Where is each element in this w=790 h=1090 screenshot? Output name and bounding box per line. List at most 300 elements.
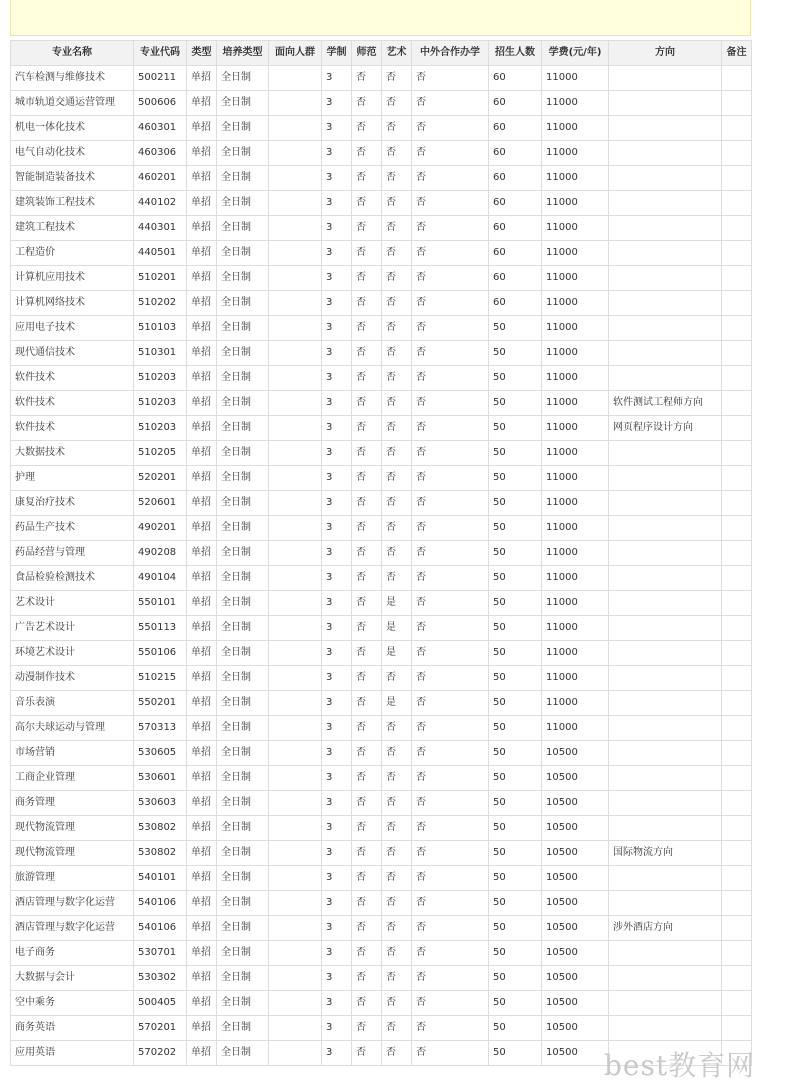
table-cell: [609, 241, 722, 266]
table-cell: 全日制: [217, 66, 269, 91]
table-body: [11, 66, 752, 1066]
table-cell: 全日制: [217, 391, 269, 416]
table-cell: 50: [489, 1016, 542, 1041]
table-cell: [609, 766, 722, 791]
table-cell: [269, 291, 322, 316]
table-cell: 3: [322, 441, 352, 466]
table-cell: 单招: [187, 566, 217, 591]
table-cell: 3: [322, 1016, 352, 1041]
table-cell: 否: [412, 116, 489, 141]
table-cell: 530603: [134, 791, 187, 816]
table-cell: 商务英语: [11, 1016, 134, 1041]
table-cell: 否: [352, 191, 382, 216]
table-cell: [722, 541, 752, 566]
table-cell: 60: [489, 241, 542, 266]
table-cell: 10500: [542, 1016, 609, 1041]
table-cell: [722, 841, 752, 866]
column-header: 培养类型: [217, 41, 269, 66]
table-cell: [609, 891, 722, 916]
table-cell: 11000: [542, 691, 609, 716]
table-cell: 广告艺术设计: [11, 616, 134, 641]
table-row: [11, 191, 752, 216]
table-cell: 60: [489, 216, 542, 241]
table-row: [11, 466, 752, 491]
table-cell: 否: [352, 816, 382, 841]
table-cell: 否: [352, 616, 382, 641]
table-cell: 否: [382, 416, 412, 441]
table-cell: 否: [352, 1041, 382, 1066]
table-row: [11, 866, 752, 891]
table-cell: 建筑工程技术: [11, 216, 134, 241]
table-cell: [609, 616, 722, 641]
table-cell: 11000: [542, 566, 609, 591]
table-cell: 否: [412, 1016, 489, 1041]
table-cell: 3: [322, 691, 352, 716]
table-cell: 否: [352, 491, 382, 516]
table-cell: 550106: [134, 641, 187, 666]
table-cell: 50: [489, 466, 542, 491]
table-cell: 50: [489, 691, 542, 716]
table-cell: 3: [322, 516, 352, 541]
table-cell: 药品生产技术: [11, 516, 134, 541]
table-cell: 市场营销: [11, 741, 134, 766]
table-cell: [269, 791, 322, 816]
table-cell: [269, 716, 322, 741]
table-cell: 音乐表演: [11, 691, 134, 716]
table-cell: 电气自动化技术: [11, 141, 134, 166]
table-cell: 500405: [134, 991, 187, 1016]
table-cell: 3: [322, 1041, 352, 1066]
table-cell: 50: [489, 391, 542, 416]
table-cell: [722, 91, 752, 116]
table-cell: [269, 666, 322, 691]
table-cell: 单招: [187, 141, 217, 166]
table-cell: 软件测试工程师方向: [609, 391, 722, 416]
table-cell: 530802: [134, 816, 187, 841]
table-cell: 否: [352, 1016, 382, 1041]
table-cell: 550113: [134, 616, 187, 641]
table-cell: 3: [322, 341, 352, 366]
table-row: [11, 91, 752, 116]
table-cell: 60: [489, 141, 542, 166]
table-cell: 否: [412, 266, 489, 291]
table-cell: 是: [382, 641, 412, 666]
table-cell: [609, 316, 722, 341]
table-cell: 全日制: [217, 791, 269, 816]
table-cell: 10500: [542, 891, 609, 916]
table-cell: [609, 991, 722, 1016]
table-cell: 全日制: [217, 716, 269, 741]
table-cell: [609, 816, 722, 841]
table-cell: 否: [352, 91, 382, 116]
table-cell: 3: [322, 891, 352, 916]
table-cell: 11000: [542, 391, 609, 416]
table-row: [11, 541, 752, 566]
table-cell: [722, 266, 752, 291]
table-cell: 否: [382, 841, 412, 866]
table-cell: [609, 741, 722, 766]
table-cell: 50: [489, 441, 542, 466]
table-cell: 否: [352, 741, 382, 766]
table-cell: 汽车检测与维修技术: [11, 66, 134, 91]
table-cell: 60: [489, 266, 542, 291]
table-row: [11, 241, 752, 266]
table-cell: 软件技术: [11, 416, 134, 441]
table-cell: 60: [489, 191, 542, 216]
table-cell: 全日制: [217, 841, 269, 866]
table-cell: 540101: [134, 866, 187, 891]
table-cell: 否: [382, 266, 412, 291]
table-cell: 单招: [187, 591, 217, 616]
table-cell: 11000: [542, 466, 609, 491]
table-cell: 城市轨道交通运营管理: [11, 91, 134, 116]
table-cell: 单招: [187, 891, 217, 916]
table-cell: [609, 166, 722, 191]
table-cell: 否: [412, 866, 489, 891]
column-header: 方向: [609, 41, 722, 66]
table-cell: 大数据与会计: [11, 966, 134, 991]
table-header-row: [11, 41, 752, 66]
table-cell: 50: [489, 716, 542, 741]
table-cell: 50: [489, 491, 542, 516]
table-cell: 全日制: [217, 666, 269, 691]
table-cell: 510202: [134, 291, 187, 316]
table-cell: 11000: [542, 291, 609, 316]
table-cell: 570202: [134, 1041, 187, 1066]
table-cell: [609, 1016, 722, 1041]
table-cell: 否: [352, 716, 382, 741]
table-cell: 570201: [134, 1016, 187, 1041]
table-cell: 3: [322, 91, 352, 116]
table-cell: [269, 941, 322, 966]
table-cell: 智能制造装备技术: [11, 166, 134, 191]
table-cell: 全日制: [217, 891, 269, 916]
table-cell: [269, 541, 322, 566]
table-cell: 全日制: [217, 216, 269, 241]
table-cell: 50: [489, 566, 542, 591]
table-cell: 否: [352, 166, 382, 191]
table-cell: 否: [352, 466, 382, 491]
table-cell: 全日制: [217, 166, 269, 191]
table-row: [11, 1016, 752, 1041]
table-cell: 是: [382, 616, 412, 641]
table-cell: 530802: [134, 841, 187, 866]
table-cell: 11000: [542, 66, 609, 91]
table-cell: 单招: [187, 1041, 217, 1066]
table-cell: [722, 316, 752, 341]
table-cell: 530605: [134, 741, 187, 766]
table-cell: [269, 816, 322, 841]
table-cell: 否: [412, 191, 489, 216]
table-cell: [609, 491, 722, 516]
table-cell: 是: [382, 691, 412, 716]
table-cell: [722, 116, 752, 141]
table-cell: [269, 516, 322, 541]
table-cell: 否: [352, 66, 382, 91]
table-cell: [269, 491, 322, 516]
table-cell: 否: [412, 741, 489, 766]
table-cell: 单招: [187, 191, 217, 216]
table-row: [11, 691, 752, 716]
table-cell: 50: [489, 841, 542, 866]
table-cell: 否: [412, 766, 489, 791]
table-cell: 否: [382, 66, 412, 91]
table-cell: 否: [412, 541, 489, 566]
table-cell: 否: [382, 516, 412, 541]
table-cell: 510203: [134, 416, 187, 441]
table-row: [11, 316, 752, 341]
table-cell: [269, 216, 322, 241]
table-cell: 全日制: [217, 366, 269, 391]
table-cell: 否: [382, 741, 412, 766]
table-cell: [722, 916, 752, 941]
table-cell: [269, 891, 322, 916]
table-cell: 3: [322, 366, 352, 391]
table-cell: 60: [489, 116, 542, 141]
table-cell: 11000: [542, 591, 609, 616]
table-cell: 否: [382, 541, 412, 566]
table-cell: 60: [489, 166, 542, 191]
table-cell: 否: [352, 916, 382, 941]
table-cell: 大数据技术: [11, 441, 134, 466]
table-cell: 510103: [134, 316, 187, 341]
table-cell: 网页程序设计方向: [609, 416, 722, 441]
table-cell: [269, 441, 322, 466]
table-cell: [722, 591, 752, 616]
table-cell: 10500: [542, 866, 609, 891]
table-cell: 单招: [187, 916, 217, 941]
table-cell: 现代通信技术: [11, 341, 134, 366]
table-cell: 酒店管理与数字化运营: [11, 916, 134, 941]
table-cell: 单招: [187, 641, 217, 666]
table-cell: 否: [352, 666, 382, 691]
table-cell: 单招: [187, 441, 217, 466]
table-cell: 否: [352, 766, 382, 791]
table-cell: [269, 266, 322, 291]
table-cell: 药品经营与管理: [11, 541, 134, 566]
table-cell: 环境艺术设计: [11, 641, 134, 666]
table-cell: [269, 616, 322, 641]
table-cell: 全日制: [217, 1016, 269, 1041]
table-cell: 50: [489, 666, 542, 691]
table-cell: 单招: [187, 1016, 217, 1041]
table-cell: 全日制: [217, 341, 269, 366]
table-cell: 3: [322, 566, 352, 591]
table-row: [11, 166, 752, 191]
table-cell: 否: [412, 716, 489, 741]
table-cell: [609, 216, 722, 241]
table-row: [11, 791, 752, 816]
table-cell: 否: [352, 266, 382, 291]
table-cell: 单招: [187, 216, 217, 241]
table-cell: 全日制: [217, 266, 269, 291]
table-row: [11, 641, 752, 666]
table-cell: 全日制: [217, 616, 269, 641]
table-cell: 3: [322, 941, 352, 966]
table-cell: 计算机应用技术: [11, 266, 134, 291]
table-cell: [722, 741, 752, 766]
table-cell: 否: [412, 441, 489, 466]
table-cell: 11000: [542, 716, 609, 741]
table-cell: 10500: [542, 791, 609, 816]
table-cell: 3: [322, 541, 352, 566]
table-cell: 全日制: [217, 991, 269, 1016]
table-cell: 50: [489, 766, 542, 791]
table-cell: [269, 66, 322, 91]
table-cell: 500606: [134, 91, 187, 116]
table-cell: [609, 941, 722, 966]
table-cell: 全日制: [217, 191, 269, 216]
table-cell: 50: [489, 866, 542, 891]
table-cell: 否: [412, 616, 489, 641]
table-row: [11, 916, 752, 941]
table-cell: 3: [322, 641, 352, 666]
table-cell: 550101: [134, 591, 187, 616]
table-cell: 全日制: [217, 916, 269, 941]
table-cell: 否: [382, 316, 412, 341]
table-cell: [722, 516, 752, 541]
table-cell: [722, 766, 752, 791]
table-cell: 11000: [542, 516, 609, 541]
table-cell: 全日制: [217, 591, 269, 616]
table-cell: 电子商务: [11, 941, 134, 966]
table-row: [11, 416, 752, 441]
table-cell: 全日制: [217, 466, 269, 491]
table-cell: [722, 216, 752, 241]
table-cell: [269, 466, 322, 491]
column-header: 专业代码: [134, 41, 187, 66]
table-cell: 全日制: [217, 541, 269, 566]
table-cell: 3: [322, 816, 352, 841]
table-cell: 否: [382, 1016, 412, 1041]
table-cell: 11000: [542, 266, 609, 291]
table-row: [11, 366, 752, 391]
table-cell: 3: [322, 491, 352, 516]
table-row: [11, 741, 752, 766]
table-cell: 440301: [134, 216, 187, 241]
table-cell: 否: [382, 816, 412, 841]
table-cell: [269, 341, 322, 366]
table-cell: 否: [382, 441, 412, 466]
table-cell: 3: [322, 791, 352, 816]
table-cell: [609, 541, 722, 566]
table-cell: 否: [352, 291, 382, 316]
table-cell: 单招: [187, 466, 217, 491]
table-cell: 单招: [187, 116, 217, 141]
table-cell: 否: [382, 91, 412, 116]
table-cell: 3: [322, 716, 352, 741]
table-cell: 否: [382, 391, 412, 416]
table-cell: 否: [352, 516, 382, 541]
table-cell: 否: [382, 116, 412, 141]
table-cell: [722, 391, 752, 416]
table-cell: 是: [382, 591, 412, 616]
table-row: [11, 941, 752, 966]
table-cell: 否: [412, 91, 489, 116]
table-cell: 60: [489, 66, 542, 91]
table-cell: 单招: [187, 316, 217, 341]
table-cell: 否: [382, 716, 412, 741]
table-cell: [609, 566, 722, 591]
table-cell: 10500: [542, 816, 609, 841]
table-cell: 490208: [134, 541, 187, 566]
table-cell: 单招: [187, 541, 217, 566]
table-cell: [269, 866, 322, 891]
table-cell: [609, 66, 722, 91]
table-cell: 否: [412, 891, 489, 916]
table-cell: [722, 816, 752, 841]
table-cell: [722, 141, 752, 166]
table-cell: 10500: [542, 916, 609, 941]
table-cell: 50: [489, 741, 542, 766]
table-cell: 11000: [542, 666, 609, 691]
table-cell: 艺术设计: [11, 591, 134, 616]
table-cell: [722, 441, 752, 466]
table-cell: 单招: [187, 291, 217, 316]
table-cell: [722, 491, 752, 516]
table-cell: 单招: [187, 866, 217, 891]
table-row: [11, 291, 752, 316]
table-cell: 否: [412, 216, 489, 241]
table-cell: 否: [382, 466, 412, 491]
table-cell: [609, 666, 722, 691]
table-cell: [269, 966, 322, 991]
table-cell: 全日制: [217, 866, 269, 891]
table-cell: 10500: [542, 1041, 609, 1066]
table-cell: 3: [322, 216, 352, 241]
column-header: 中外合作办学: [412, 41, 489, 66]
table-cell: 国际物流方向: [609, 841, 722, 866]
table-cell: 否: [382, 191, 412, 216]
table-cell: 否: [412, 691, 489, 716]
table-cell: 3: [322, 316, 352, 341]
table-cell: [722, 66, 752, 91]
table-cell: 单招: [187, 616, 217, 641]
table-cell: 否: [352, 241, 382, 266]
table-cell: [269, 391, 322, 416]
table-cell: 否: [352, 866, 382, 891]
table-cell: 单招: [187, 516, 217, 541]
table-cell: 否: [382, 566, 412, 591]
column-header: 备注: [722, 41, 752, 66]
table-cell: [269, 916, 322, 941]
table-cell: 11000: [542, 541, 609, 566]
table-cell: 全日制: [217, 741, 269, 766]
table-cell: [722, 666, 752, 691]
table-cell: 否: [352, 566, 382, 591]
table-cell: 否: [352, 441, 382, 466]
table-cell: 10500: [542, 941, 609, 966]
table-cell: 否: [412, 1041, 489, 1066]
table-cell: [269, 691, 322, 716]
table-cell: 否: [412, 391, 489, 416]
table-cell: [269, 566, 322, 591]
table-cell: 机电一体化技术: [11, 116, 134, 141]
table-row: [11, 66, 752, 91]
table-cell: 3: [322, 141, 352, 166]
table-cell: 50: [489, 516, 542, 541]
table-cell: 否: [412, 291, 489, 316]
table-cell: 3: [322, 916, 352, 941]
table-cell: 否: [382, 241, 412, 266]
table-cell: 否: [352, 116, 382, 141]
column-header: 艺术: [382, 41, 412, 66]
table-cell: 单招: [187, 241, 217, 266]
table-cell: 否: [382, 766, 412, 791]
column-header: 学制: [322, 41, 352, 66]
table-cell: [722, 191, 752, 216]
table-cell: 11000: [542, 441, 609, 466]
